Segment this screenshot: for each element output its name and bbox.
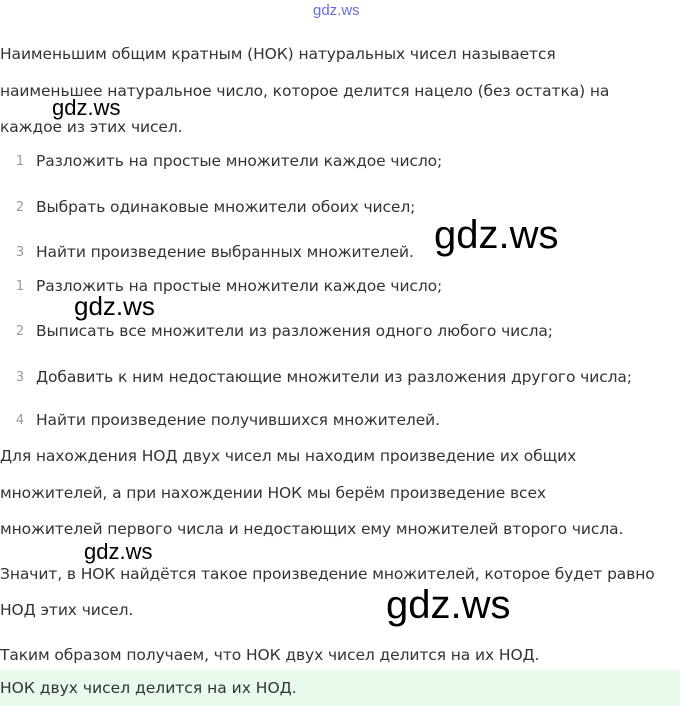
- watermark-small-2: gdz.ws: [74, 291, 155, 321]
- gcd-step-2-number: 2: [15, 200, 25, 215]
- summary-text: Таким образом получаем, что НОК двух чисел делится на их НОД.: [0, 646, 540, 664]
- gcd-step-1-number: 1: [15, 154, 25, 169]
- lcm-step-4-text: Найти произведение получившихся множителей.: [36, 411, 440, 429]
- gcd-step-1-text: Разложить на простые множители каждое число;: [36, 152, 443, 170]
- conclusion-line-2: НОД этих чисел.: [0, 601, 134, 619]
- watermark-small-3: gdz.ws: [84, 539, 153, 564]
- lcm-step-4-number: 4: [15, 413, 25, 428]
- gcd-step-2-text: Выбрать одинаковые множители обоих чисел;: [36, 198, 416, 216]
- explanation-line-1: Для нахождения НОД двух чисел мы находим произведение их общих: [0, 447, 577, 465]
- gcd-step-3-number: 3: [15, 245, 25, 260]
- definition-line-2: наименьшее натуральное число, которое делится нацело (без остатка) на: [0, 82, 610, 100]
- lcm-step-3-text: Добавить к ним недостающие множители из разложения другого числа;: [36, 368, 632, 386]
- watermark-top: gdz.ws: [313, 2, 360, 19]
- watermark-large-2: gdz.ws: [386, 583, 511, 627]
- watermark-small-1: gdz.ws: [52, 95, 121, 120]
- conclusion-line-1: Значит, в НОК найдётся такое произведение множителей, которое будет равно: [0, 565, 655, 583]
- lcm-step-2-text: Выписать все множители из разложения одного любого числа;: [36, 322, 553, 340]
- lcm-step-3-number: 3: [15, 370, 25, 385]
- lcm-step-2-number: 2: [15, 324, 25, 339]
- definition-line-1: Наименьшим общим кратным (НОК) натуральных чисел называется: [0, 45, 556, 63]
- watermark-large-1: gdz.ws: [434, 213, 559, 257]
- definition-line-3: каждое из этих чисел.: [0, 118, 183, 136]
- gcd-step-3-text: Найти произведение выбранных множителей.: [36, 243, 414, 261]
- lcm-step-1-number: 1: [15, 279, 25, 294]
- explanation-line-2: множителей, а при нахождении НОК мы берём произведение всех: [0, 484, 546, 502]
- explanation-line-3: множителей первого числа и недостающих ему множителей второго числа.: [0, 520, 624, 538]
- answer-text: НОК двух чисел делится на их НОД.: [0, 679, 297, 697]
- lcm-step-1-text: Разложить на простые множители каждое число;: [36, 277, 443, 295]
